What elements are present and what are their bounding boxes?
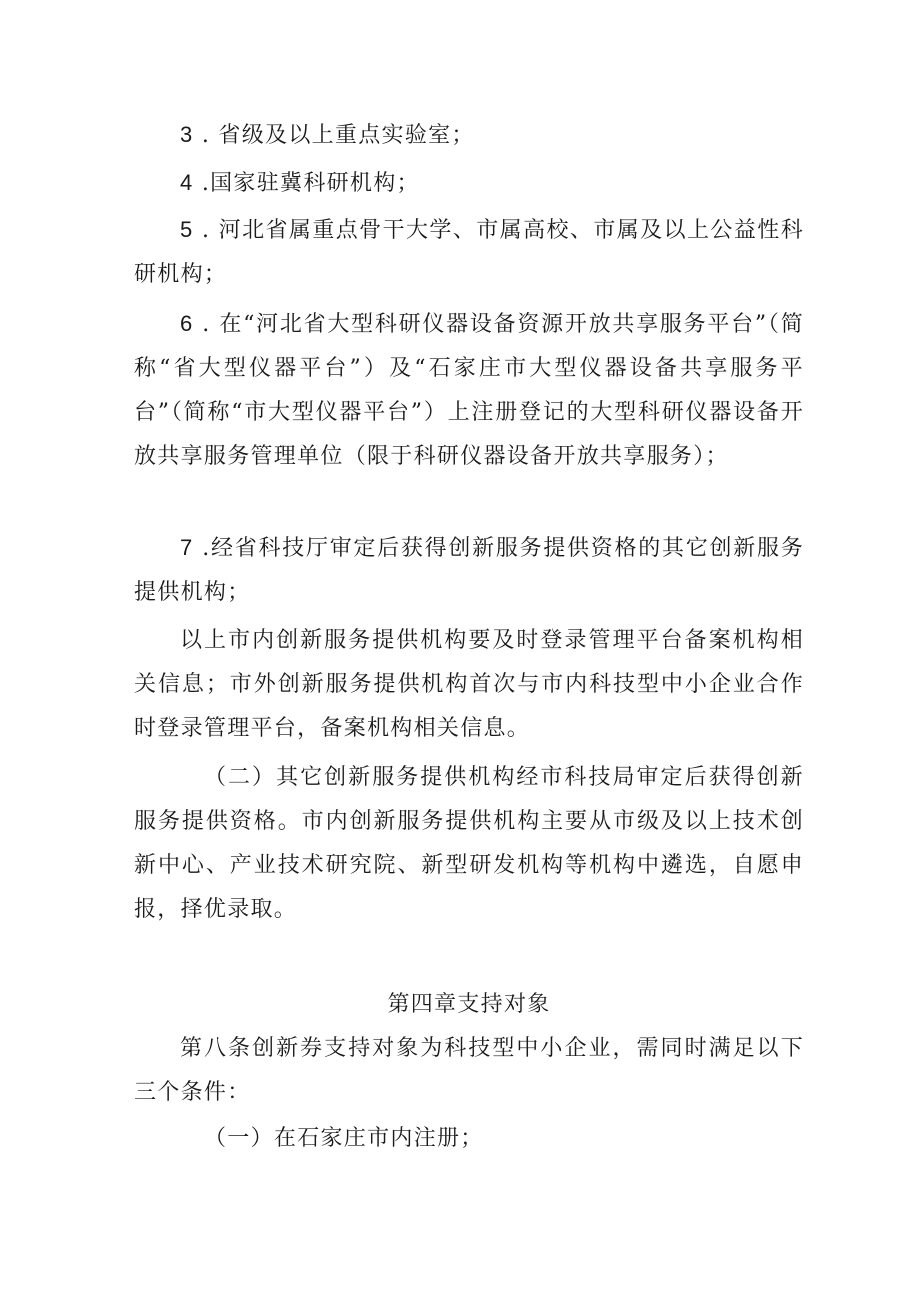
list-item-7 (134, 526, 804, 615)
list-item-4 (134, 161, 804, 206)
article-eight-paragraph: 第八条创新券支持对象为科技型中小企业，需同时满足以下三个条件： (134, 1036, 804, 1105)
item-number: 5 (180, 217, 194, 242)
item-number: 4 (180, 170, 194, 195)
condition-one-paragraph: （一）在石家庄市内注册； (204, 1126, 484, 1151)
item-text: . 河北省属重点骨干大学、市属高校、市属及以上公益性科研机构； (134, 218, 804, 287)
registration-note-paragraph: 以上市内创新服务提供机构要及时登录管理平台备案机构相关信息；市外创新服务提供机构首次与市内科技型中小企业合作时登录管理平台，备案机构相关信息。 (134, 628, 804, 741)
item-number: 7 (180, 535, 194, 560)
list-item-5 (134, 208, 804, 297)
item-number: 3 (180, 122, 194, 147)
item-text: .国家驻冀科研机构； (193, 171, 420, 196)
chapter-title: 第四章支持对象 (387, 992, 551, 1017)
list-item-6 (134, 302, 804, 479)
item-text: . 在“河北省大型科研仪器设备资源开放共享服务平台”（简称“省大型仪器平台”）及“石家庄市大型仪器设备共享服务平台”（简称“市大型仪器平台”）上注册登记的大型科研仪器设备开放共享服务管理单位（限于科研仪器设备开放共享服务）； (134, 312, 804, 469)
item-two-paragraph: （二）其它创新服务提供机构经市科技局审定后获得创新服务提供资格。市内创新服务提供机构主要从市级及以上技术创新中心、产业技术研究院、新型研发机构等机构中遴选，自愿申报，择优录取。 (134, 765, 804, 922)
item-text: .经省科技厅审定后获得创新服务提供资格的其它创新服务提供机构； (134, 536, 804, 605)
item-text: . 省级及以上重点实验室； (193, 123, 475, 148)
item-number: 6 (180, 311, 194, 336)
list-item-3 (134, 113, 804, 158)
